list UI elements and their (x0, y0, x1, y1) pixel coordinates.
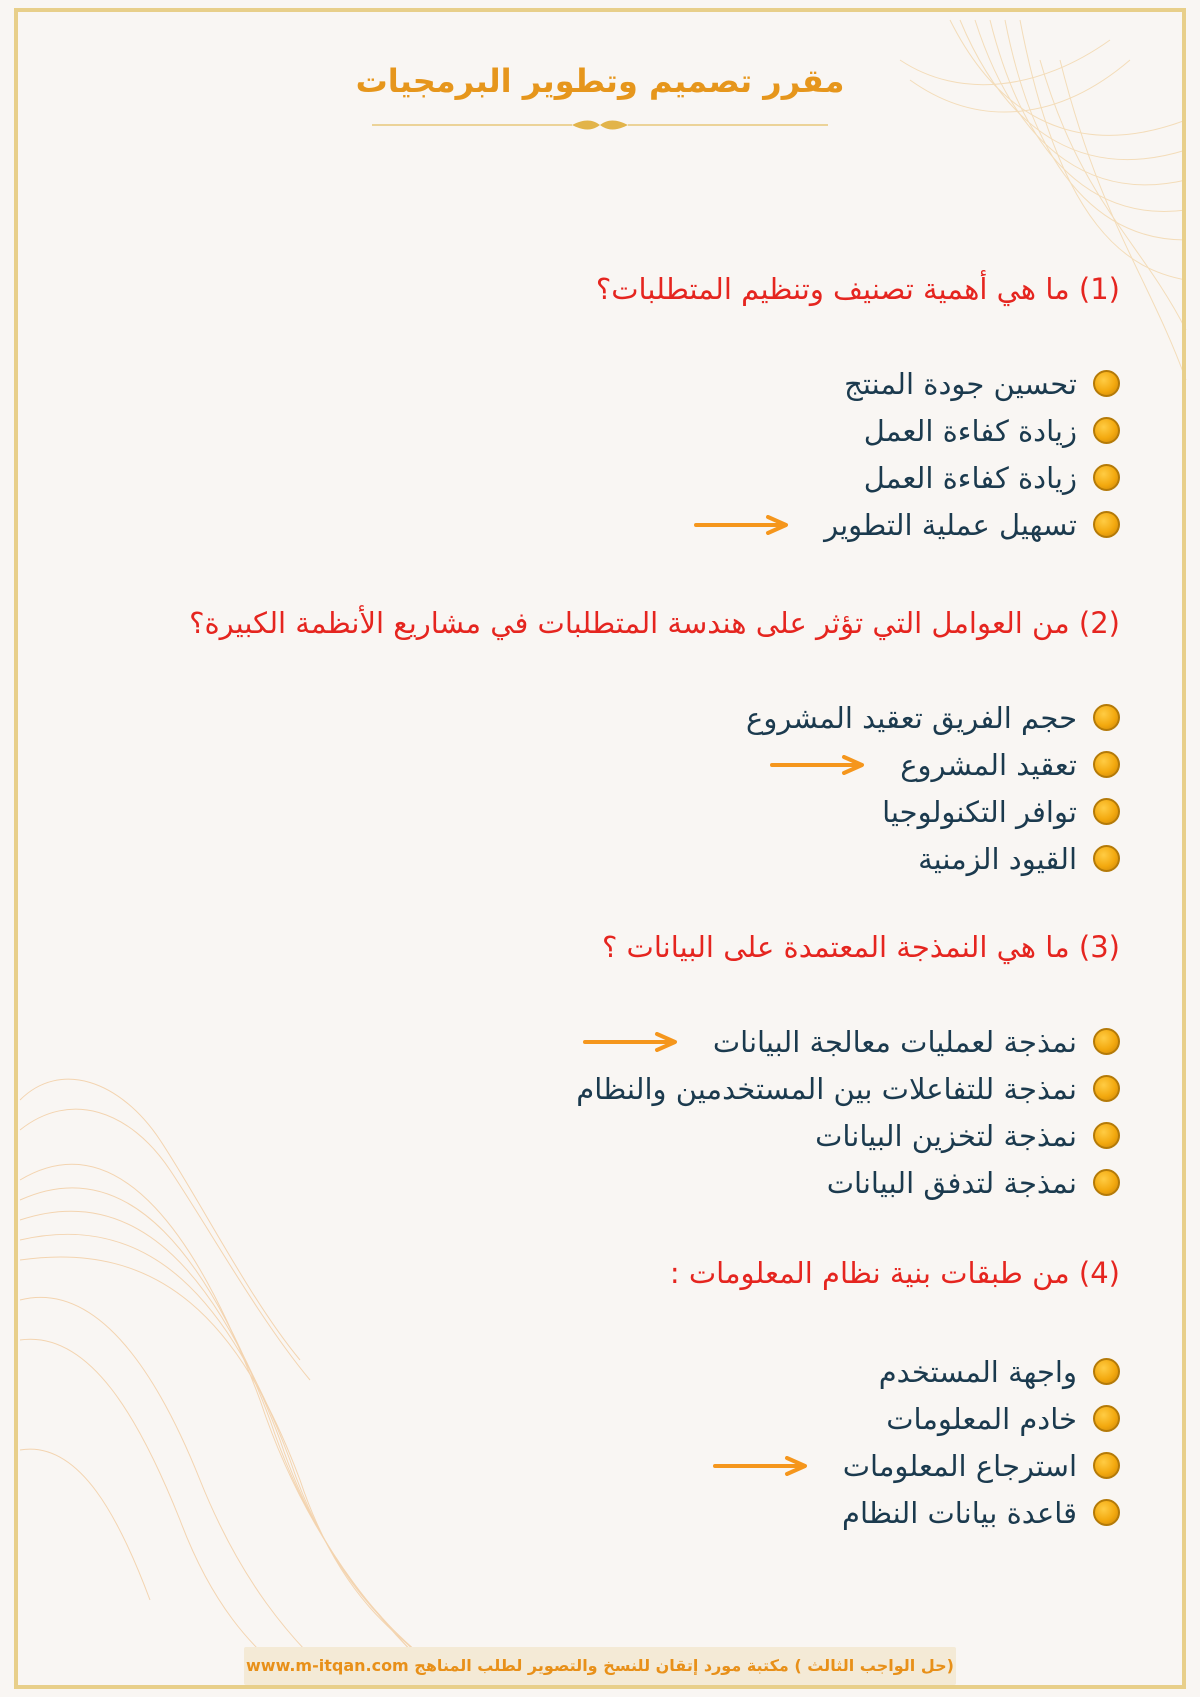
answer-option (694, 360, 1120, 407)
answer-option (576, 1159, 1120, 1206)
yellow-circle-bullet-icon (1093, 1405, 1120, 1432)
answer-label: نمذجة لعمليات معالجة البيانات (712, 1024, 1077, 1059)
answer-label: نمذجة لتدفق البيانات (826, 1165, 1077, 1200)
yellow-circle-bullet-icon (1093, 1499, 1120, 1526)
answer-label: تعقيد المشروع (900, 747, 1077, 782)
answer-label: توافر التكنولوجيا (882, 794, 1077, 829)
yellow-circle-bullet-icon (1093, 511, 1120, 538)
footer-banner: (حل الواجب الثالث ) مكتبة مورد إتقان للنسخ والتصوير لطلب المناهج www.m-itqan.com (244, 1647, 956, 1685)
yellow-circle-bullet-icon (1093, 1122, 1120, 1149)
orange-right-arrow-icon (694, 515, 790, 535)
yellow-circle-bullet-icon (1093, 417, 1120, 444)
question-2: (2) من العوامل التي تؤثر على هندسة المتطلبات في مشاريع الأنظمة الكبيرة؟ (189, 606, 1120, 640)
answer-label: استرجاع المعلومات (842, 1448, 1077, 1483)
yellow-circle-bullet-icon (1093, 464, 1120, 491)
answer-option (694, 407, 1120, 454)
answer-option (713, 1395, 1120, 1442)
answer-option (694, 454, 1120, 501)
answer-label: قاعدة بيانات النظام (842, 1495, 1077, 1530)
yellow-circle-bullet-icon (1093, 1075, 1120, 1102)
question-1: (1) ما هي أهمية تصنيف وتنظيم المتطلبات؟ (595, 272, 1120, 306)
yellow-circle-bullet-icon (1093, 798, 1120, 825)
answer-list-1 (694, 360, 1120, 548)
answer-option (713, 1348, 1120, 1395)
answer-label: تسهيل عملية التطوير (824, 507, 1077, 542)
yellow-circle-bullet-icon (1093, 751, 1120, 778)
answer-label: تحسين جودة المنتج (844, 366, 1077, 401)
answer-option-correct (694, 501, 1120, 548)
answer-option (576, 1112, 1120, 1159)
answer-label: واجهة المستخدم (878, 1354, 1077, 1389)
answer-option (746, 835, 1120, 882)
page-title: مقرر تصميم وتطوير البرمجيات (355, 62, 845, 100)
answer-option-correct (576, 1018, 1120, 1065)
answer-label: زيادة كفاءة العمل (863, 413, 1077, 448)
answer-option (576, 1065, 1120, 1112)
answer-option-correct (746, 741, 1120, 788)
yellow-circle-bullet-icon (1093, 1452, 1120, 1479)
orange-right-arrow-icon (770, 755, 866, 775)
title-ornament-divider (372, 120, 828, 130)
answer-list-2 (746, 694, 1120, 882)
yellow-circle-bullet-icon (1093, 704, 1120, 731)
answer-option-correct (713, 1442, 1120, 1489)
answer-label: نمذجة لتخزين البيانات (815, 1118, 1077, 1153)
answer-label: نمذجة للتفاعلات بين المستخدمين والنظام (576, 1071, 1077, 1106)
question-3: (3) ما هي النمذجة المعتمدة على البيانات ؟ (601, 930, 1120, 964)
answer-list-3 (576, 1018, 1120, 1206)
answer-option (713, 1489, 1120, 1536)
orange-right-arrow-icon (583, 1032, 679, 1052)
yellow-circle-bullet-icon (1093, 845, 1120, 872)
orange-right-arrow-icon (713, 1456, 809, 1476)
yellow-circle-bullet-icon (1093, 370, 1120, 397)
answer-list-4 (713, 1348, 1120, 1536)
yellow-circle-bullet-icon (1093, 1358, 1120, 1385)
question-4: (4) من طبقات بنية نظام المعلومات : (669, 1256, 1120, 1290)
yellow-circle-bullet-icon (1093, 1028, 1120, 1055)
yellow-circle-bullet-icon (1093, 1169, 1120, 1196)
answer-label: حجم الفريق تعقيد المشروع (746, 700, 1077, 735)
answer-label: خادم المعلومات (886, 1401, 1077, 1436)
answer-label: القيود الزمنية (918, 841, 1077, 876)
answer-label: زيادة كفاءة العمل (863, 460, 1077, 495)
answer-option (746, 694, 1120, 741)
answer-option (746, 788, 1120, 835)
